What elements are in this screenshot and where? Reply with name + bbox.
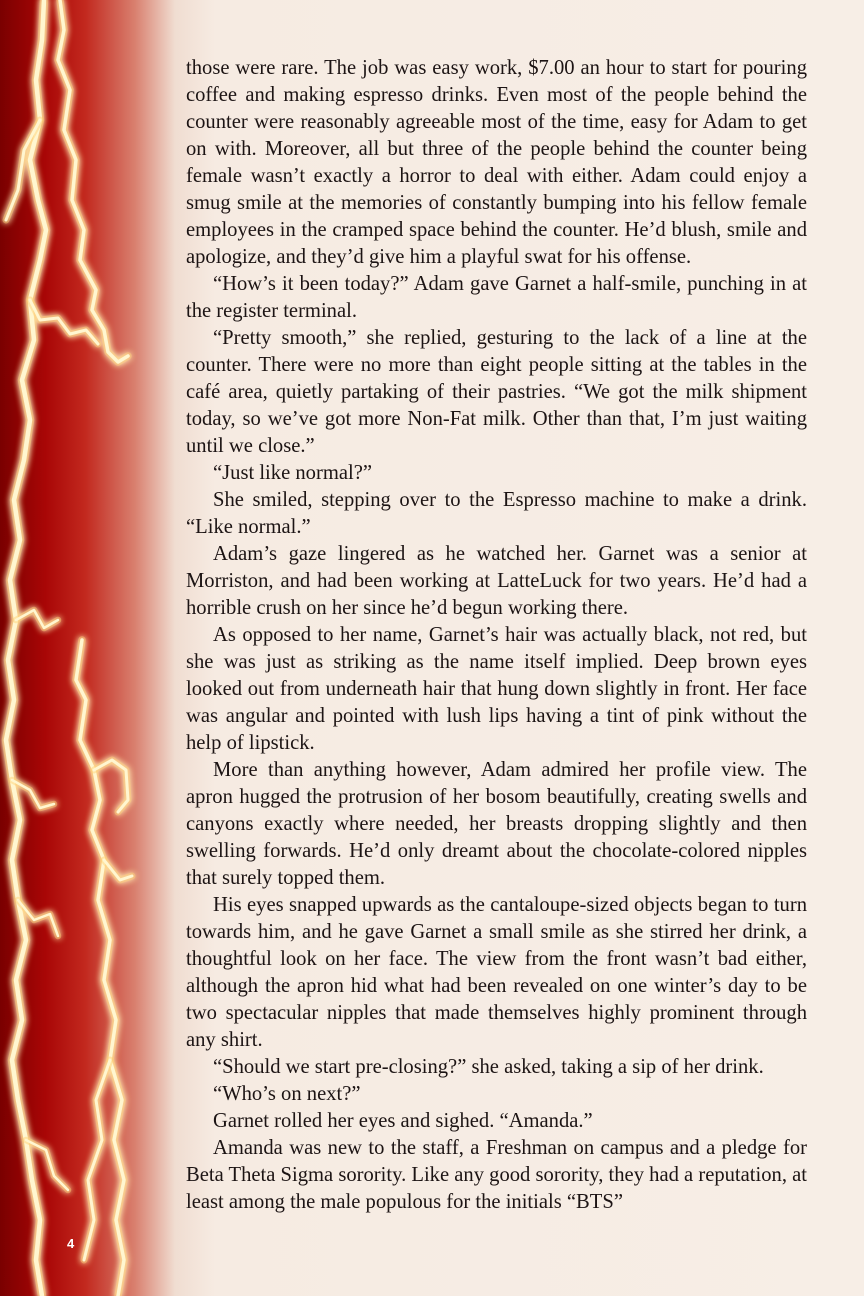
lightning-glow [84,1060,110,1260]
page-number: 4 [67,1236,75,1251]
paragraph: “Pretty smooth,” she replied, gesturing to the lack of a line at the counter. There were no more than eight people sitting at the tables in the café area, quietly partaking of their pastries. “We got the milk shipment today, so we’ve got more Non-Fat milk. Other than that, I’m just waiting until we close.” [186,327,807,457]
lightning-glow [76,640,124,1296]
lightning-glow [16,610,58,628]
lightning-branch [58,0,128,362]
body-text [186,55,807,1216]
paragraph: “How’s it been today?” Adam gave Garnet a half-smile, punching in at the register terminal. [186,273,807,322]
paragraph: “Should we start pre-closing?” she asked, taking a sip of her drink. [213,1056,764,1078]
lightning-bolt-illustration [0,0,180,1296]
paragraph: As opposed to her name, Garnet’s hair was actually black, not red, but she was just as striking as the name itself implied. Deep brown eyes looked out from underneath hair that hung down slightly in front. Her face was angular and pointed with lush lips having a tint of pink without the help of lipstick. [186,624,807,754]
paragraph: Adam’s gaze lingered as he watched her. Garnet was a senior at Morriston, and had been working at LatteLuck for two years. He’d had a horrible crush on her since he’d begun working there. [186,543,807,619]
paragraph: Garnet rolled her eyes and sighed. “Amanda.” [213,1110,593,1132]
paragraph: “Who’s on next?” [213,1083,361,1105]
lightning-glow [30,300,98,344]
paragraph: those were rare. The job was easy work, $7.00 an hour to start for pouring coffee and making espresso drinks. Even most of the people behind the counter were reasonably agreeable most of the time, easy for Adam to get on with. Moreover, all but three of the people behind the counter being female wasn’t exactly a horror to deal with either. Adam could enjoy a smug smile at the memories of constantly bumping into his fellow female employees in the cramped space behind the counter. He’d blush, smile and apologize, and they’d give him a playful swat for his offense. [186,57,807,268]
paragraph: She smiled, stepping over to the Espresso machine to make a drink. “Like normal.” [186,489,807,538]
paragraph: “Just like normal?” [213,462,372,484]
paragraph: His eyes snapped upwards as the cantaloupe-sized objects began to turn towards him, and he gave Garnet a small smile as she stirred her drink, a thoughtful look on her face. The view from the front wasn’t bad either, although the apron hid what had been revealed on one winter’s day to be two spectacular nipples that made themselves highly prominent through any shirt. [186,894,807,1051]
paragraph: Amanda was new to the staff, a Freshman on campus and a pledge for Beta Theta Sigma sorority. Like any good sorority, they had a reputation, at least among the male populous for the initials “BTS” [186,1137,807,1213]
paragraph: More than anything however, Adam admired her profile view. The apron hugged the protrusion of her bosom beautifully, creating swells and canyons exactly where needed, her breasts dropping slightly and then swelling forwards. He’d only dreamt about the chocolate-colored nipples that surely topped them. [186,759,807,889]
